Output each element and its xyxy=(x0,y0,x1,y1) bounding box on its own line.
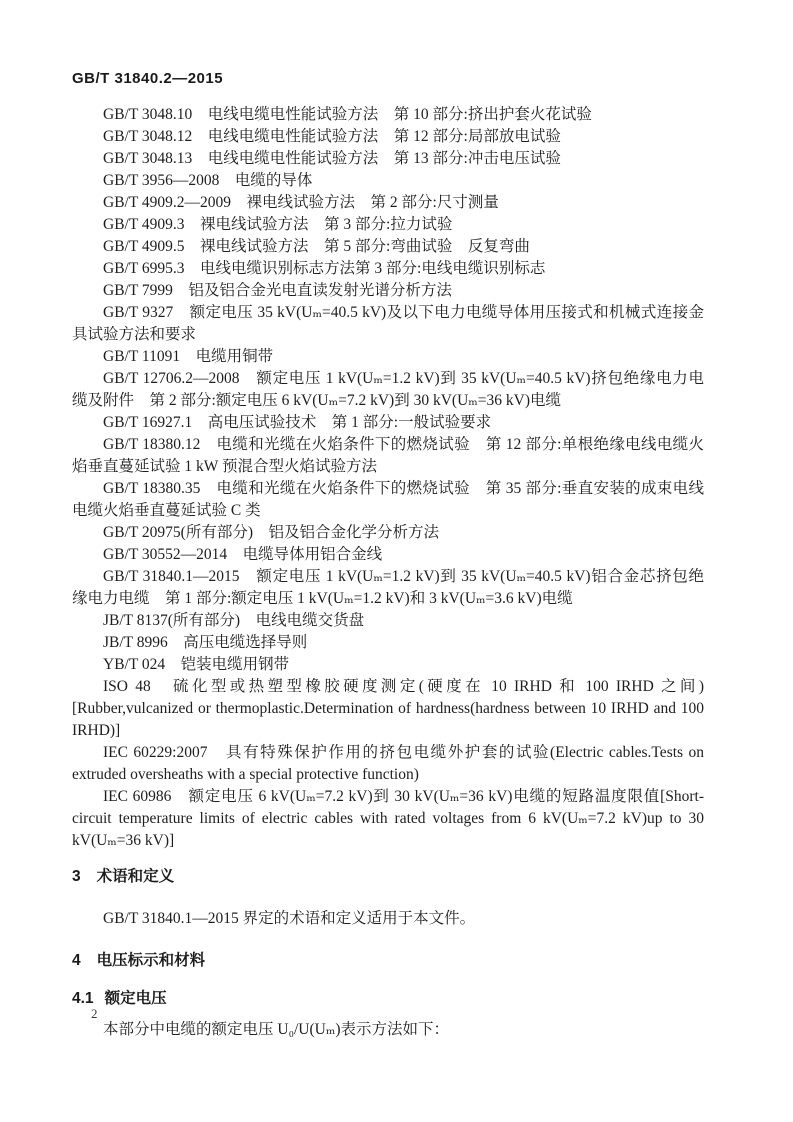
reference-item: IEC 60229:2007 具有特殊保护作用的挤包电缆外护套的试验(Electric cables.Tests on extruded oversheaths with a special protective function) xyxy=(72,744,704,783)
reference-item: GB/T 4909.3 裸电线试验方法 第 3 部分:拉力试验 xyxy=(103,216,453,233)
reference-item: GB/T 4909.2—2009 裸电线试验方法 第 2 部分:尺寸测量 xyxy=(103,194,499,211)
reference-item: GB/T 7999 铝及铝合金光电直读发射光谱分析方法 xyxy=(103,282,452,299)
reference-item: GB/T 3956—2008 电缆的导体 xyxy=(103,172,313,189)
reference-item: GB/T 11091 电缆用铜带 xyxy=(103,348,274,365)
section-title: 电压标示和材料 xyxy=(96,952,206,969)
reference-item: GB/T 18380.35 电缆和光缆在火焰条件下的燃烧试验 第 35 部分:垂直安装的成束电线电缆火焰垂直蔓延试验 C 类 xyxy=(72,480,704,519)
section-heading-rated-voltage xyxy=(72,988,704,1010)
reference-item: GB/T 3048.13 电线电缆电性能试验方法 第 13 部分:冲击电压试验 xyxy=(103,150,561,167)
reference-item: GB/T 6995.3 电线电缆识别标志方法第 3 部分:电线电缆识别标志 xyxy=(103,260,546,277)
section-title: 术语和定义 xyxy=(96,868,175,885)
reference-item: GB/T 20975(所有部分) 铝及铝合金化学分析方法 xyxy=(103,524,439,541)
reference-item: GB/T 9327 额定电压 35 kV(Uₘ=40.5 kV)及以下电力电缆导体用压接式和机械式连接金具试验方法和要求 xyxy=(72,304,704,343)
reference-item: GB/T 30552—2014 电缆导体用铝合金线 xyxy=(103,546,383,563)
reference-item: JB/T 8137(所有部分) 电线电缆交货盘 xyxy=(103,612,365,629)
reference-item: JB/T 8996 高压电缆选择导则 xyxy=(103,634,308,651)
reference-item: GB/T 31840.1—2015 额定电压 1 kV(Uₘ=1.2 kV)到 35 kV(Uₘ=40.5 kV)铝合金芯挤包绝缘电力电缆 第 1 部分:额定电压 1 kV(Uₘ=1.2 kV)和 3 kV(Uₘ=3.6 kV)电缆 xyxy=(72,568,704,607)
section-number: 3 xyxy=(72,868,81,885)
rated-voltage-paragraph: 本部分中电缆的额定电压 U₀/U(Uₘ)表示方法如下： xyxy=(103,1021,449,1038)
reference-item: GB/T 12706.2—2008 额定电压 1 kV(Uₘ=1.2 kV)到 35 kV(Uₘ=40.5 kV)挤包绝缘电力电缆及附件 第 2 部分:额定电压 6 kV(Uₘ=7.2 kV)到 30 kV(Uₘ=36 kV)电缆 xyxy=(72,370,704,409)
reference-item: IEC 60986 额定电压 6 kV(Uₘ=7.2 kV)到 30 kV(Uₘ=36 kV)电缆的短路温度限值[Short-circuit temperature limits of electric cables with rated voltages from 6 kV(Uₘ=7.2 kV)up to 30 kV(Uₘ=36 kV)] xyxy=(72,788,704,849)
reference-item: ISO 48 硫化型或热塑型橡胶硬度测定(硬度在 10 IRHD 和 100 IRHD 之间)[Rubber,vulcanized or thermoplastic.Determination of hardness(hardness between 10 IRHD and 100 IRHD)] xyxy=(72,678,704,739)
terms-paragraph: GB/T 31840.1—2015 界定的术语和定义适用于本文件。 xyxy=(103,910,476,927)
reference-item: GB/T 3048.12 电线电缆电性能试验方法 第 12 部分:局部放电试验 xyxy=(103,128,561,145)
section-heading-voltage-materials xyxy=(72,950,704,972)
reference-item: GB/T 3048.10 电线电缆电性能试验方法 第 10 部分:挤出护套火花试验 xyxy=(103,106,592,123)
reference-item: GB/T 18380.12 电缆和光缆在火焰条件下的燃烧试验 第 12 部分:单根绝缘电线电缆火焰垂直蔓延试验 1 kW 预混合型火焰试验方法 xyxy=(72,436,704,475)
reference-item: GB/T 4909.5 裸电线试验方法 第 5 部分:弯曲试验 反复弯曲 xyxy=(103,238,530,255)
section-number: 4 xyxy=(72,952,81,969)
running-header: GB/T 31840.2—2015 xyxy=(72,70,224,87)
page-number: 2 xyxy=(91,1006,98,1021)
section-title: 额定电压 xyxy=(104,990,167,1007)
reference-item: GB/T 16927.1 高电压试验技术 第 1 部分:一般试验要求 xyxy=(103,414,492,431)
page-content xyxy=(72,104,704,1041)
section-number: 4.1 xyxy=(72,990,94,1007)
normative-references-list xyxy=(72,104,704,852)
section-heading-terms xyxy=(72,866,704,888)
reference-item: YB/T 024 铠装电缆用钢带 xyxy=(103,656,290,673)
